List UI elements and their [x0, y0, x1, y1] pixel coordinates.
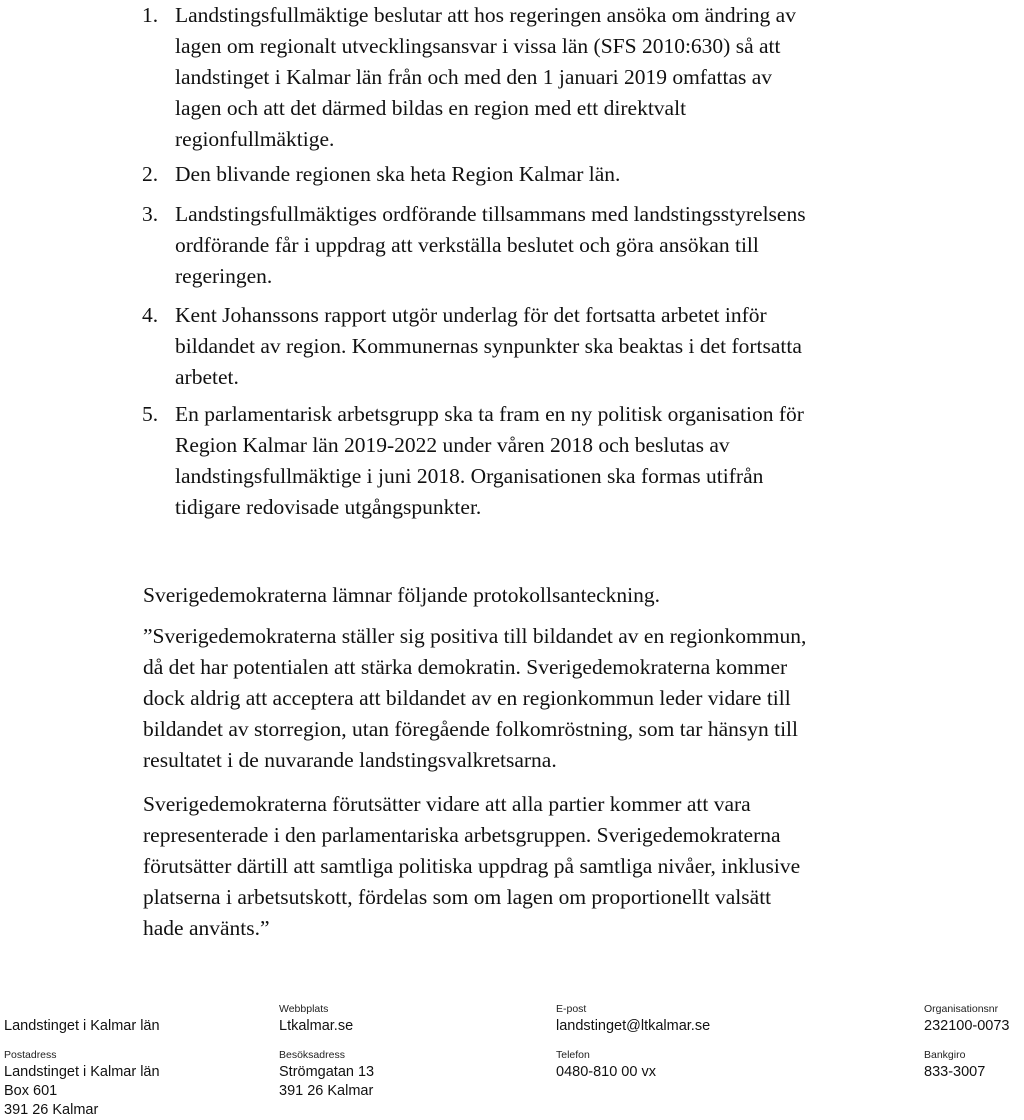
email-label: E-post — [556, 1003, 587, 1015]
item-text — [175, 300, 935, 393]
item-text — [175, 159, 935, 190]
text-line: förutsätter därtill att samtliga politiska uppdrag på samtliga nivåer, inklusive — [143, 854, 801, 878]
text-line: landstingsfullmäktige i juni 2018. Organisationen ska formas utifrån — [175, 464, 764, 488]
text-line: dock aldrig att acceptera att bildandet av en regionkommun leder vidare till — [143, 686, 791, 710]
text-line: Sverigedemokraterna förutsätter vidare att alla partier kommer att vara — [143, 792, 751, 816]
orgnr-label: Organisationsnr — [924, 1003, 999, 1015]
postal-line: Landstinget i Kalmar län — [4, 1064, 160, 1080]
email-link[interactable]: landstinget@ltkalmar.se — [556, 1018, 711, 1034]
visit-label: Besöksadress — [279, 1049, 345, 1061]
postal-line: Box 601 — [4, 1083, 58, 1099]
protocol-intro — [143, 580, 943, 611]
text-line: Landstingsfullmäktige beslutar att hos regeringen ansöka om ändring av — [175, 3, 796, 27]
item-number: 5. — [142, 402, 159, 426]
text-line: arbetet. — [175, 365, 239, 389]
text-line: ”Sverigedemokraterna ställer sig positiva till bildandet av en regionkommun, — [143, 624, 807, 648]
visit-line: Strömgatan 13 — [279, 1064, 375, 1080]
text-line: bildandet av region. Kommunernas synpunkter ska beaktas i det fortsatta — [175, 334, 802, 358]
bankgiro-value: 833-3007 — [924, 1064, 986, 1080]
text-line: då det har potentialen att stärka demokratin. Sverigedemokraterna kommer — [143, 655, 788, 679]
item-number: 1. — [142, 3, 159, 27]
org-name: Landstinget i Kalmar län — [4, 1018, 160, 1034]
bankgiro-label: Bankgiro — [924, 1049, 966, 1061]
text-line: hade använts.” — [143, 916, 270, 940]
protocol-paragraph-1 — [143, 621, 943, 776]
phone-value: 0480-810 00 vx — [556, 1064, 656, 1080]
postal-label: Postadress — [4, 1049, 57, 1061]
postal-line: 391 26 Kalmar — [4, 1102, 99, 1118]
text-line: representerade i den parlamentariska arbetsgruppen. Sverigedemokraterna — [143, 823, 781, 847]
text-line: landstinget i Kalmar län från och med den 1 januari 2019 omfattas av — [175, 65, 773, 89]
text-line: Region Kalmar län 2019-2022 under våren 2018 och beslutas av — [175, 433, 730, 457]
text-line: platserna i arbetsutskott, fördelas som om lagen om proportionellt valsätt — [143, 885, 772, 909]
text-line: bildandet av storregion, utan föregående folkomröstning, som tar hänsyn till — [143, 717, 799, 741]
protocol-paragraph-2 — [143, 789, 943, 944]
website-label: Webbplats — [279, 1003, 329, 1015]
text-line: lagen om regionalt utvecklingsansvar i vissa län (SFS 2010:630) så att — [175, 34, 781, 58]
text-line: regionfullmäktige. — [175, 127, 335, 151]
item-number: 4. — [142, 303, 159, 327]
website-link[interactable]: Ltkalmar.se — [279, 1018, 354, 1034]
visit-line: 391 26 Kalmar — [279, 1083, 374, 1099]
text-line: Sverigedemokraterna lämnar följande protokollsanteckning. — [143, 583, 661, 607]
text-line: resultatet i de nuvarande landstingsvalkretsarna. — [143, 748, 557, 772]
text-line: Kent Johanssons rapport utgör underlag för det fortsatta arbetet inför — [175, 303, 767, 327]
text-line: Den blivande regionen ska heta Region Kalmar län. — [175, 162, 621, 186]
item-number: 3. — [142, 202, 159, 226]
text-line: tidigare redovisade utgångspunkter. — [175, 495, 482, 519]
item-number: 2. — [142, 162, 159, 186]
phone-label: Telefon — [556, 1049, 590, 1061]
text-line: Landstingsfullmäktiges ordförande tillsammans med landstingsstyrelsens — [175, 202, 806, 226]
orgnr-value: 232100-0073 — [924, 1018, 1010, 1034]
item-text — [175, 399, 935, 523]
text-line: regeringen. — [175, 264, 273, 288]
text-line: ordförande får i uppdrag att verkställa beslutet och göra ansökan till — [175, 233, 759, 257]
item-text — [175, 0, 935, 155]
text-line: lagen och att det därmed bildas en region med ett direktvalt — [175, 96, 687, 120]
item-text — [175, 199, 935, 292]
text-line: En parlamentarisk arbetsgrupp ska ta fram en ny politisk organisation för — [175, 402, 804, 426]
